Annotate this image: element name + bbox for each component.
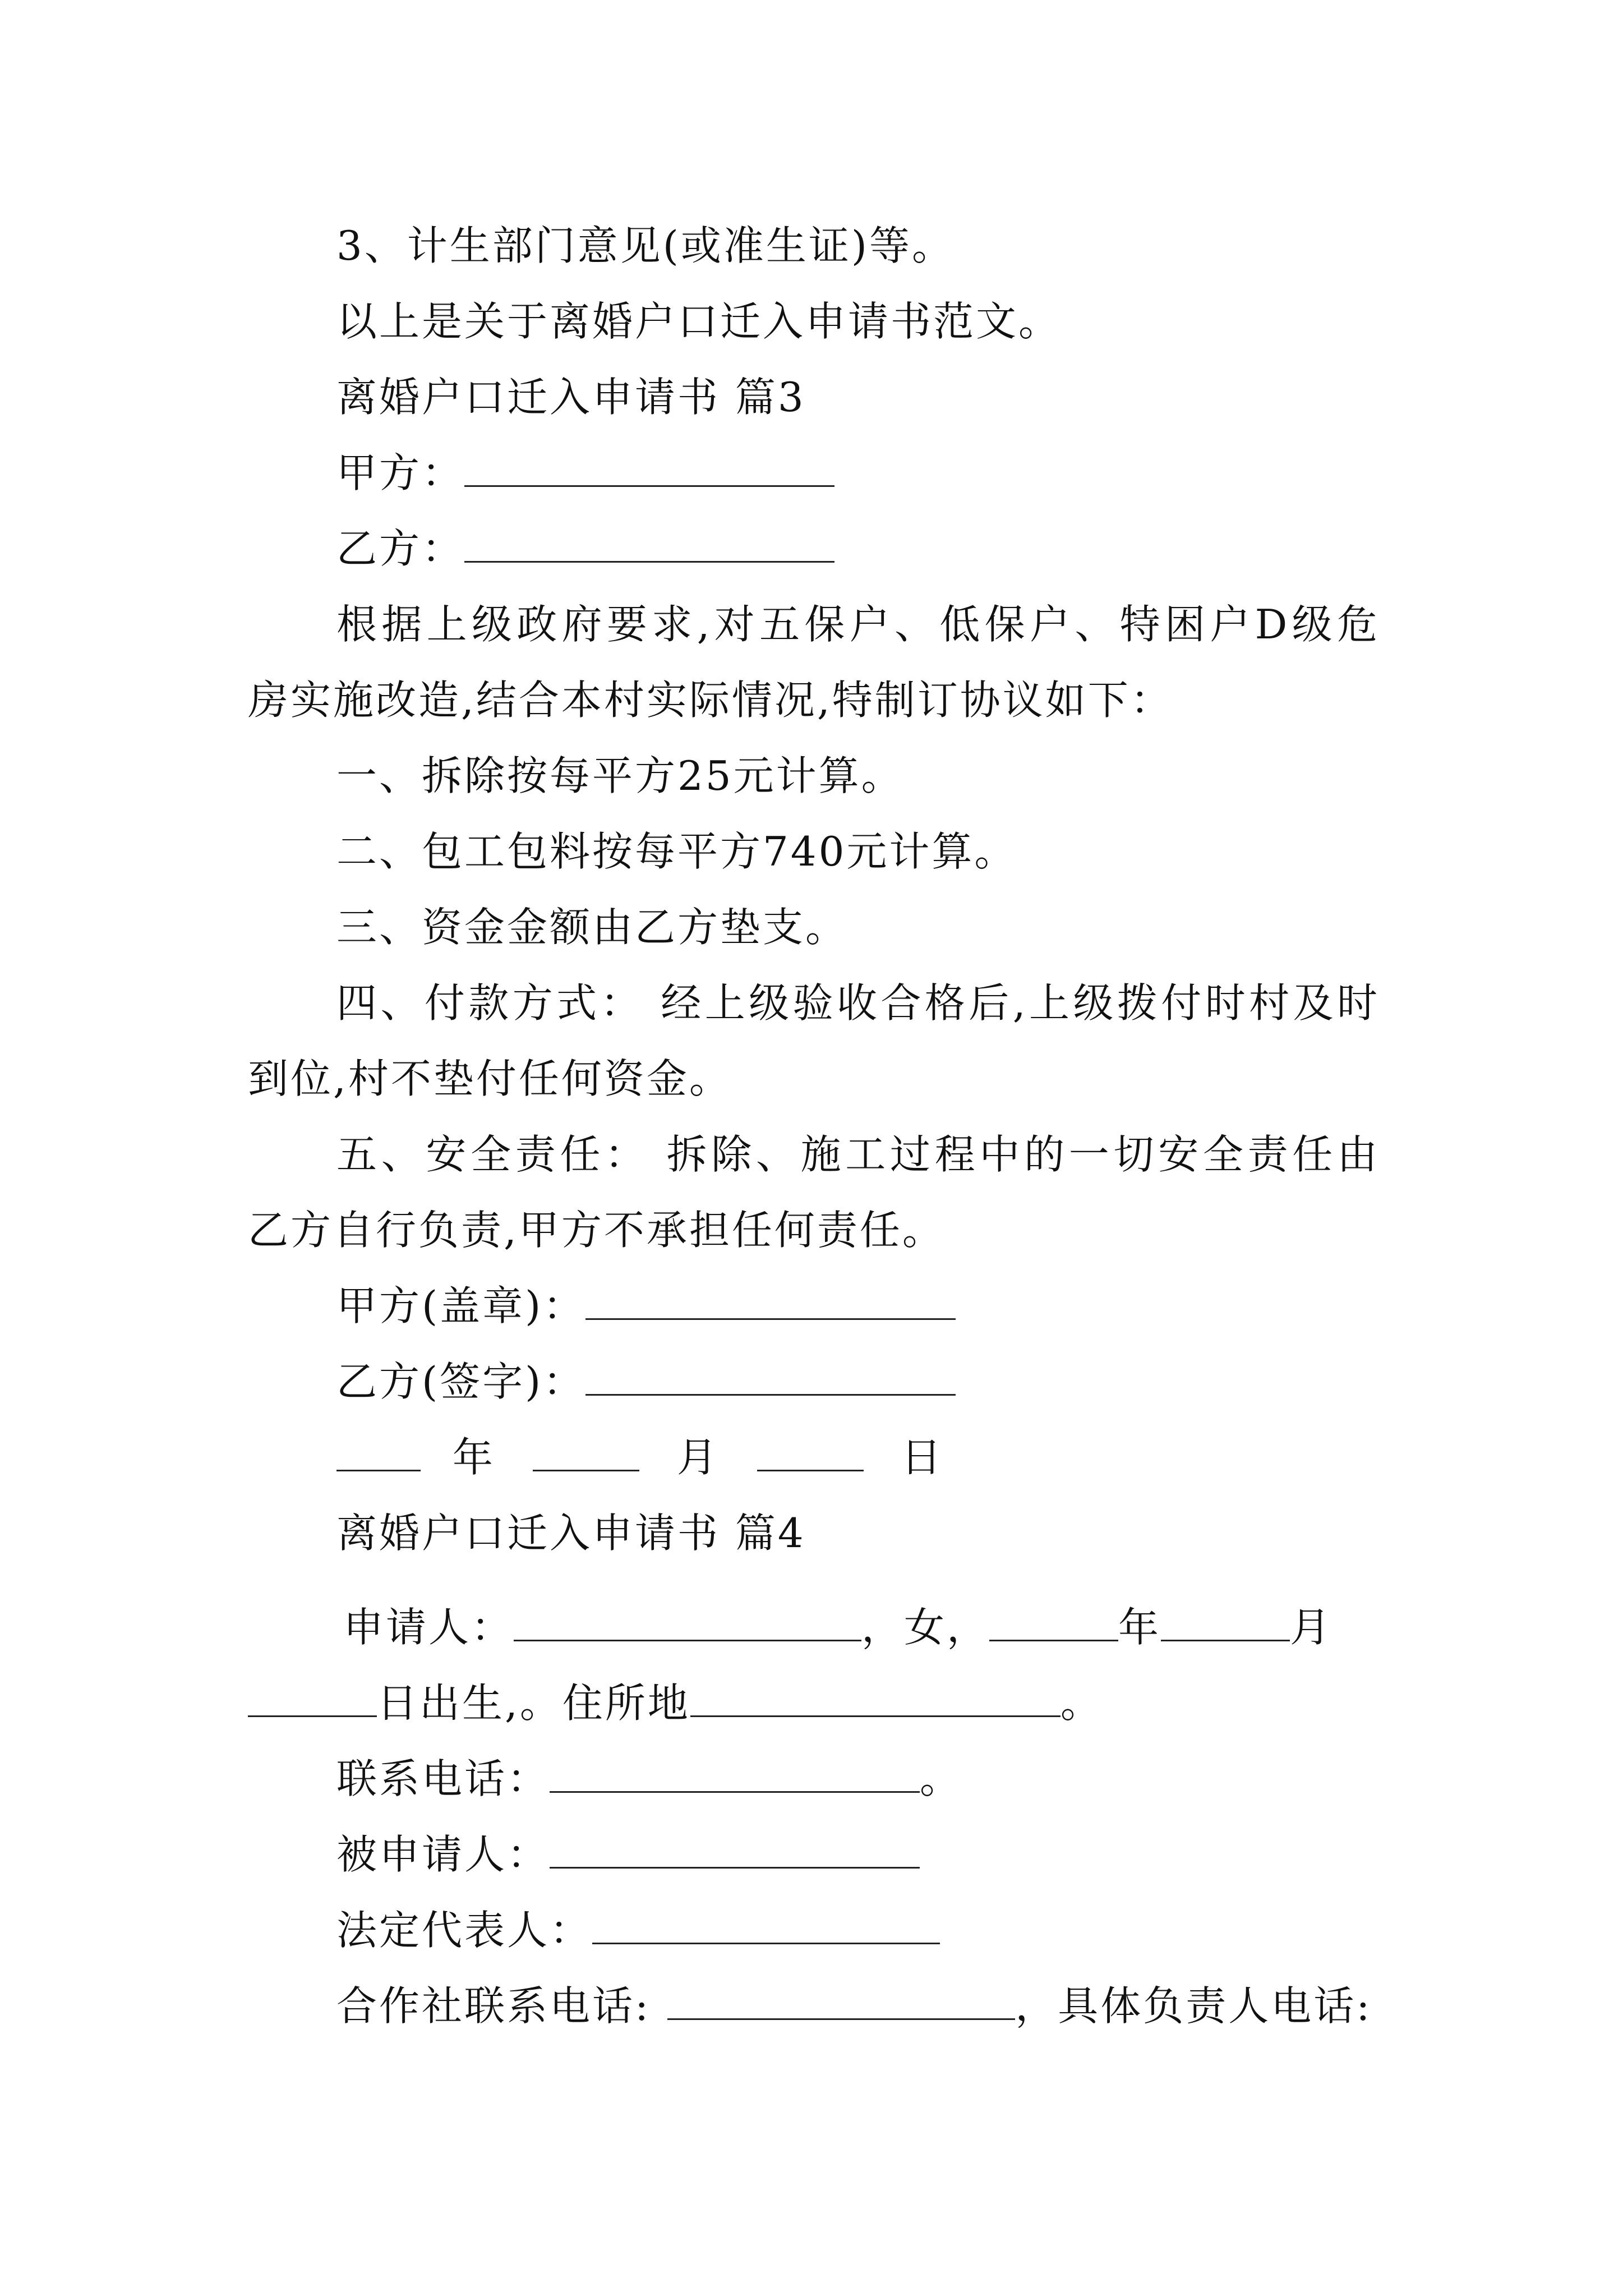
respondent-blank[interactable] <box>550 1832 920 1869</box>
year-label: 年 <box>452 1434 495 1481</box>
applicant-label: 申请人： <box>343 1604 514 1651</box>
birth-year-blank[interactable] <box>989 1605 1118 1641</box>
intro-paragraph-line-1: 根据上级政府要求,对五保户、低保户、特困户D级危 <box>336 601 1380 648</box>
phone-end: 。 <box>920 1755 963 1802</box>
section-heading-4: 离婚户口迁入申请书 篇4 <box>336 1510 806 1557</box>
item-3-line: 3、计生部门意见(或准生证)等。 <box>336 222 955 269</box>
party-b-line <box>336 518 834 579</box>
party-b-blank[interactable] <box>464 526 834 563</box>
intro-paragraph-line-2: 房实施改造,结合本村实际情况,特制订协议如下： <box>248 677 1173 724</box>
respondent-line <box>336 1824 920 1885</box>
month-label: 月 <box>676 1434 720 1481</box>
phone-label: 联系电话： <box>336 1755 550 1802</box>
coop-phone-line <box>336 1975 1372 2037</box>
clause-1: 一、拆除按每平方25元计算。 <box>336 752 904 799</box>
party-b-sign-blank[interactable] <box>585 1359 956 1396</box>
clause-5-line-2: 乙方自行负责,甲方不承担任何责任。 <box>248 1207 945 1254</box>
clause-4-line-1: 四、付款方式： 经上级验收合格后,上级拨付时村及时 <box>336 979 1380 1027</box>
party-b-label: 乙方： <box>336 525 465 572</box>
legal-rep-line <box>336 1899 940 1961</box>
month-blank[interactable] <box>533 1435 639 1471</box>
day-blank[interactable] <box>757 1435 864 1471</box>
clause-4-line-2: 到位,村不垫付任何资金。 <box>248 1055 732 1102</box>
birth-month-blank[interactable] <box>1161 1605 1290 1641</box>
party-b-sign-label: 乙方(签字)： <box>336 1358 586 1405</box>
birth-day-blank[interactable] <box>248 1681 377 1717</box>
clause-2: 二、包工包料按每平方740元计算。 <box>336 828 1017 875</box>
date-line <box>336 1427 944 1488</box>
party-a-seal-label: 甲方(盖章)： <box>336 1282 586 1329</box>
birth-year-label: 年 <box>1118 1604 1161 1651</box>
summary-line: 以上是关于离婚户口迁入申请书范文。 <box>336 298 1062 345</box>
phone-line <box>336 1748 962 1810</box>
residence-end: 。 <box>1060 1680 1103 1727</box>
coop-phone-blank[interactable] <box>667 1984 1015 2020</box>
legal-rep-label: 法定代表人： <box>336 1907 593 1954</box>
party-a-seal-blank[interactable] <box>585 1283 956 1320</box>
clause-3: 三、资金金额由乙方垫支。 <box>336 904 849 951</box>
party-b-sign-line <box>336 1351 956 1412</box>
applicant-name-blank[interactable] <box>514 1605 861 1641</box>
respondent-label: 被申请人： <box>336 1831 550 1878</box>
party-a-seal-line <box>336 1275 956 1337</box>
applicant-gender: ，女， <box>861 1604 990 1651</box>
coop-phone-label: 合作社联系电话: <box>336 1982 651 2030</box>
manager-phone-label: ，具体负责人电话: <box>1015 1982 1372 2030</box>
birth-residence-label: 日出生,。住所地 <box>377 1680 690 1727</box>
phone-blank[interactable] <box>550 1756 920 1793</box>
party-a-label: 甲方： <box>336 449 465 496</box>
clause-5-line-1: 五、安全责任： 拆除、施工过程中的一切安全责任由 <box>336 1131 1380 1178</box>
residence-blank[interactable] <box>690 1681 1061 1717</box>
birth-month-label: 月 <box>1290 1604 1333 1651</box>
year-blank[interactable] <box>336 1435 421 1471</box>
applicant-line <box>343 1596 1332 1658</box>
day-label: 日 <box>901 1434 944 1481</box>
party-a-line <box>336 442 834 504</box>
party-a-blank[interactable] <box>464 450 834 487</box>
section-heading-3: 离婚户口迁入申请书 篇3 <box>336 374 806 421</box>
birth-residence-line <box>248 1672 1103 1734</box>
legal-rep-blank[interactable] <box>592 1908 940 1944</box>
